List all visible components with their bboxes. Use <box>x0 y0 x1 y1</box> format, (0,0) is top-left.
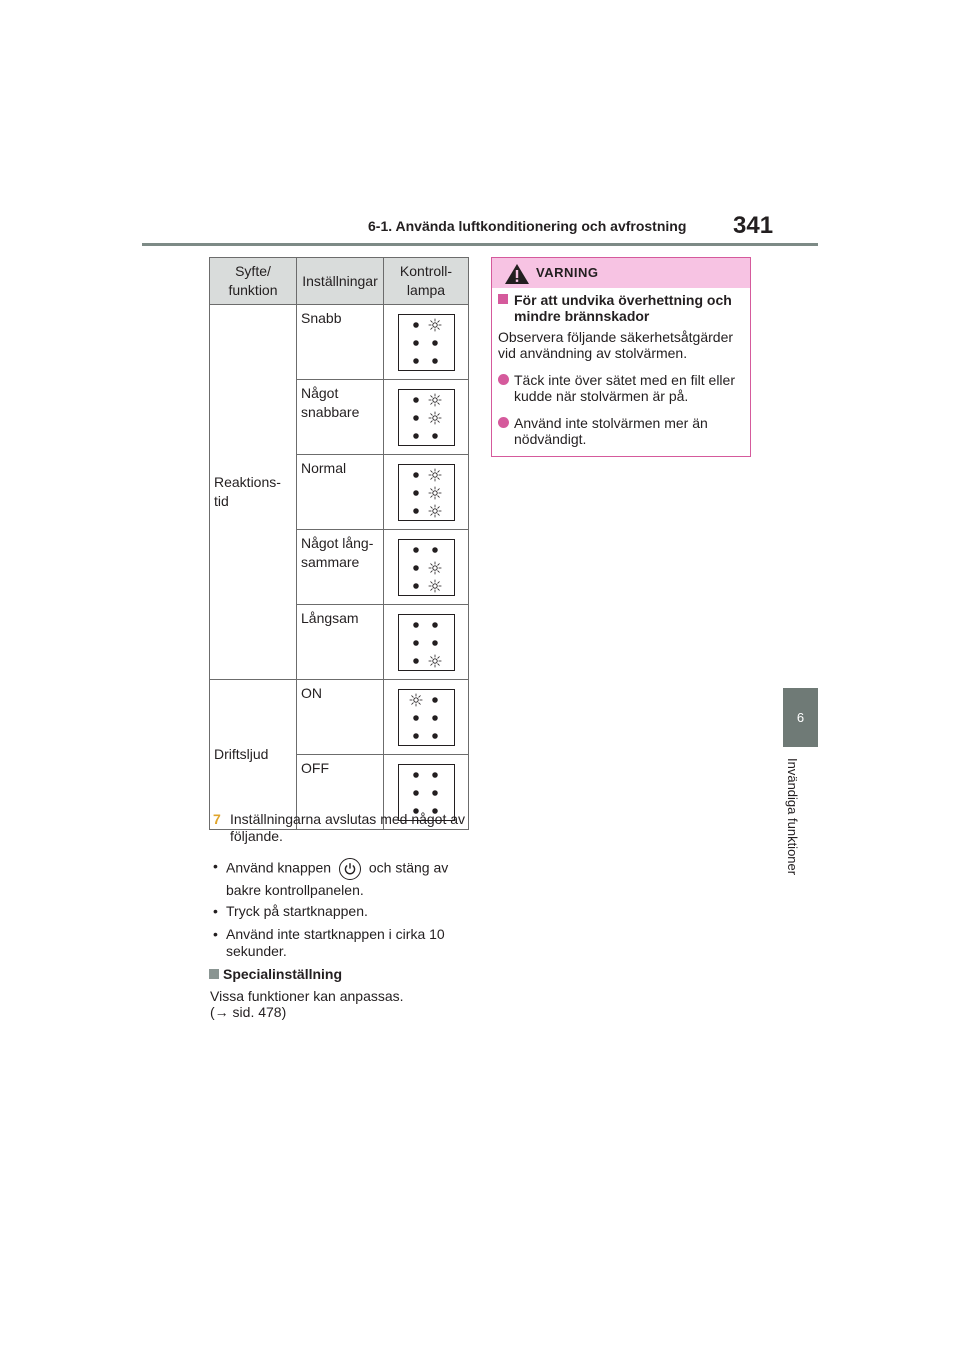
lamp-lit-dot <box>428 468 441 481</box>
lamp-off-dot <box>413 658 418 663</box>
lamp-lit-dot <box>428 393 441 406</box>
warning-label: VARNING <box>536 265 599 280</box>
lamp-off-dot <box>413 733 418 738</box>
special-line-1: Vissa funktioner kan anpassas. <box>210 988 404 1004</box>
table-row <box>210 680 469 755</box>
bullet-text: bakre kontrollpanelen. <box>226 882 364 898</box>
bullet-text: Använd knappen <box>226 859 332 876</box>
header-purpose: Syfte/ funktion <box>210 258 297 305</box>
special-heading-text: Specialinställning <box>223 966 343 982</box>
setting-cell: Snabb <box>297 305 384 380</box>
chapter-tab <box>783 688 818 747</box>
lamp-lit-dot <box>428 486 441 499</box>
indicator-lamp-icon <box>398 464 455 521</box>
warning-triangle-icon <box>504 263 530 285</box>
power-button-icon <box>339 858 361 880</box>
step-text: Inställningarna avslutas med något av följande. <box>230 811 466 844</box>
purpose-operation-sound: Driftsljud <box>210 680 297 830</box>
lamp-lit-dot <box>428 579 441 592</box>
bullet-text: Använd inte startknappen i cirka 10 sekunder. <box>226 926 445 959</box>
indicator-lamp-icon <box>398 689 455 746</box>
lamp-off-dot <box>432 733 437 738</box>
warning-item-text: Täck inte över sätet med en filt eller kudde när stolvärmen är på. <box>514 372 735 404</box>
page-number: 341 <box>733 212 774 239</box>
lamp-lit-dot <box>428 654 441 667</box>
lamp-off-dot <box>432 622 437 627</box>
lamp-off-dot <box>413 415 418 420</box>
lamp-cell <box>384 530 469 605</box>
circle-bullet-icon <box>498 374 509 385</box>
indicator-lamp-icon <box>398 314 455 371</box>
header-title: 6-1. Använda luftkonditionering och avfrostning <box>368 218 687 234</box>
setting-cell: Normal <box>297 455 384 530</box>
lamp-off-dot <box>413 490 418 495</box>
lamp-off-dot <box>413 322 418 327</box>
lamp-lit-dot <box>428 504 441 517</box>
lamp-off-dot <box>413 472 418 477</box>
lamp-off-dot <box>432 340 437 345</box>
square-bullet-icon <box>498 294 508 304</box>
indicator-lamp-icon <box>398 389 455 446</box>
indicator-lamp-icon <box>398 614 455 671</box>
settings-table <box>209 257 469 830</box>
header-lamp: Kontroll- lampa <box>384 258 469 305</box>
setting-cell: Något lång- sammare <box>297 530 384 605</box>
square-bullet-icon <box>209 969 219 979</box>
lamp-lit-dot <box>428 411 441 424</box>
lamp-lit-dot <box>428 561 441 574</box>
chapter-title: Invändiga funktioner <box>785 758 800 876</box>
bullet-char: • <box>213 926 218 942</box>
lamp-off-dot <box>413 640 418 645</box>
indicator-lamp-icon <box>398 539 455 596</box>
lamp-cell <box>384 605 469 680</box>
special-setting-text <box>210 988 404 1020</box>
lamp-lit-dot <box>428 318 441 331</box>
lamp-off-dot <box>413 547 418 552</box>
lamp-off-dot <box>413 772 418 777</box>
purpose-reaction-time: Reaktions- tid <box>210 305 297 680</box>
lamp-off-dot <box>413 397 418 402</box>
setting-cell: OFF <box>297 755 384 830</box>
lamp-lit-dot <box>409 693 422 706</box>
table-row <box>210 305 469 380</box>
lamp-off-dot <box>432 547 437 552</box>
setting-cell: Långsam <box>297 605 384 680</box>
lamp-off-dot <box>413 508 418 513</box>
header-rule <box>142 243 818 246</box>
lamp-cell <box>384 680 469 755</box>
header-setting: Inställningar <box>297 258 384 305</box>
lamp-off-dot <box>432 358 437 363</box>
lamp-off-dot <box>413 358 418 363</box>
lamp-off-dot <box>413 583 418 588</box>
warning-paragraph: Observera följande säkerhetsåtgärder vid användning av stolvärmen. <box>498 329 734 361</box>
bullet-text: och stäng av <box>368 859 449 876</box>
setting-cell: ON <box>297 680 384 755</box>
setting-cell: Något snabbare <box>297 380 384 455</box>
bullet-char: • <box>213 903 218 919</box>
warning-box <box>491 257 751 457</box>
lamp-off-dot <box>432 640 437 645</box>
warning-header <box>492 258 750 288</box>
lamp-off-dot <box>413 340 418 345</box>
lamp-off-dot <box>413 565 418 570</box>
lamp-cell <box>384 455 469 530</box>
bullet-char: • <box>213 858 218 874</box>
bullet-text: Tryck på startknappen. <box>226 903 368 919</box>
lamp-off-dot <box>413 790 418 795</box>
chapter-number: 6 <box>796 710 805 725</box>
special-line-2: (→ sid. 478) <box>210 1004 287 1020</box>
lamp-off-dot <box>413 433 418 438</box>
warning-subheading-text: För att undvika överhettning och mindre brännskador <box>514 292 732 324</box>
lamp-off-dot <box>432 772 437 777</box>
lamp-cell <box>384 305 469 380</box>
lamp-off-dot <box>413 622 418 627</box>
lamp-cell <box>384 380 469 455</box>
warning-item-text: Använd inte stolvärmen mer än nödvändigt. <box>514 415 708 447</box>
step-number: 7 <box>213 811 221 827</box>
lamp-off-dot <box>413 715 418 720</box>
chapter-side-label <box>786 758 806 908</box>
lamp-off-dot <box>432 433 437 438</box>
lamp-off-dot <box>432 715 437 720</box>
special-setting-heading <box>209 966 342 982</box>
lamp-off-dot <box>432 697 437 702</box>
lamp-off-dot <box>432 790 437 795</box>
circle-bullet-icon <box>498 417 509 428</box>
table-header-row <box>210 258 469 305</box>
